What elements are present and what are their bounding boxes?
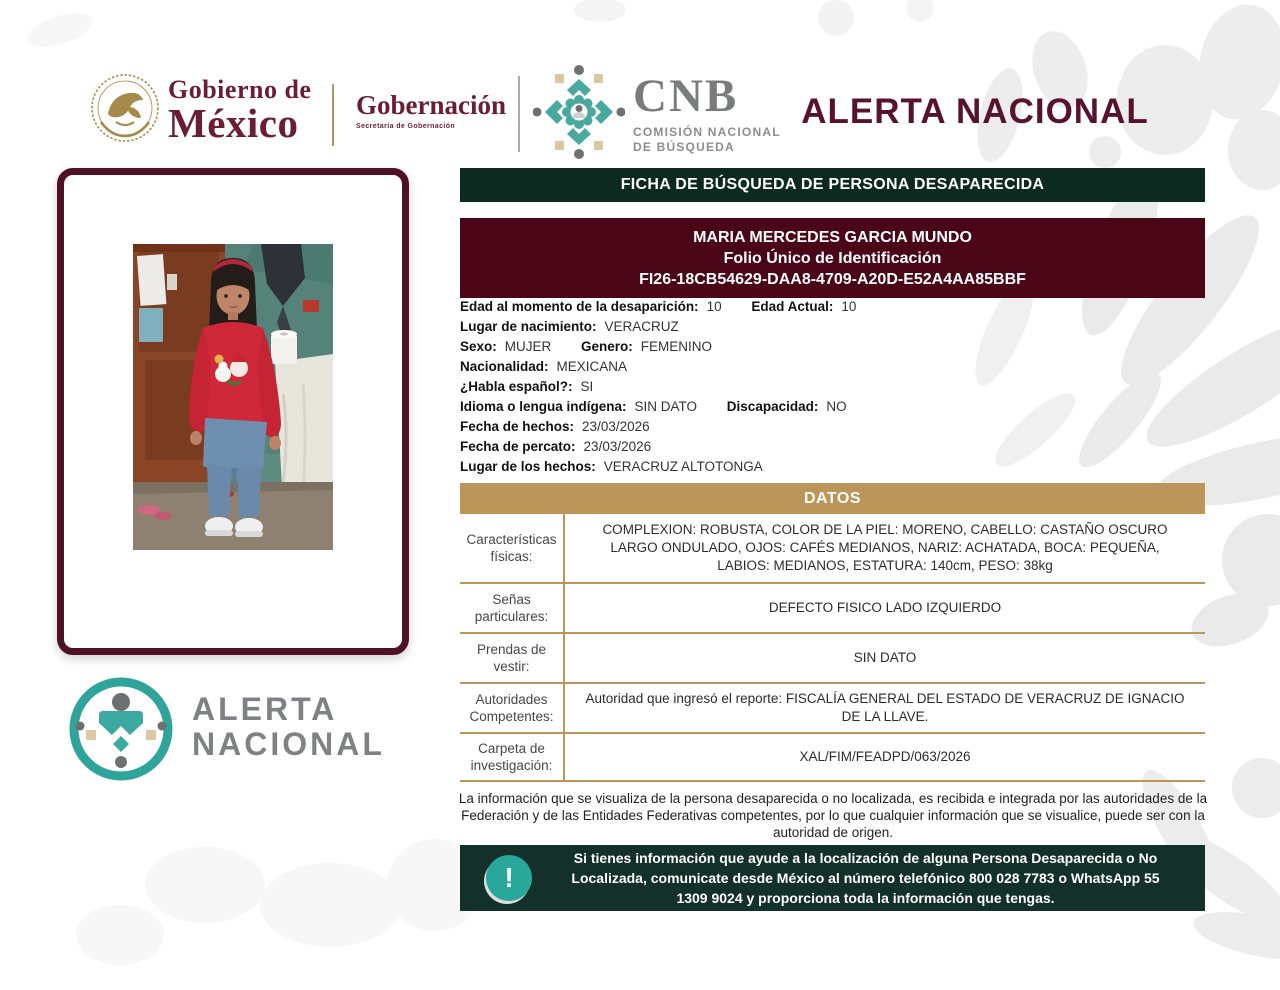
notice-banner [460, 845, 1205, 911]
field-label: Nacionalidad: [460, 359, 549, 374]
folio-label: Folio Único de Identificación [723, 249, 942, 267]
cnb-wordmark [633, 72, 781, 155]
field-label: Genero: [581, 339, 633, 354]
row-label: Características físicas: [460, 514, 565, 582]
field-value: SI [580, 379, 594, 394]
gobierno-de-mexico-wordmark [168, 75, 312, 146]
field-label: Edad Actual: [751, 299, 834, 314]
person-name: MARIA MERCEDES GARCIA MUNDO [693, 228, 972, 246]
field-value: MEXICANA [556, 359, 628, 374]
row-label: Carpeta de investigación: [460, 734, 565, 780]
ficha-banner-text: FICHA DE BÚSQUEDA DE PERSONA DESAPARECIDA [620, 176, 1045, 193]
field-label: Lugar de los hechos: [460, 459, 596, 474]
datos-banner [460, 483, 1205, 514]
gobierno-line1: Gobierno de [168, 75, 312, 104]
field-line [460, 457, 1208, 477]
photo-frame [57, 168, 409, 655]
alerta-logo-line2: NACIONAL [192, 726, 385, 762]
table-row [460, 734, 1205, 782]
person-name-banner [460, 218, 1205, 298]
alerta-nacional-logo-text [192, 692, 385, 762]
field-label: Lugar de nacimiento: [460, 319, 597, 334]
row-value: COMPLEXION: ROBUSTA, COLOR DE LA PIEL: MORENO, CABELLO: CASTAÑO OSCURO LARGO ONDULADO, OJOS: CAFÉS MEDIANOS, NARIZ: ACHATADA, BOCA: PEQUEÑA, LABIOS: MEDIANOS, ESTATURA: 140cm, PESO: 38kg [602, 522, 1168, 573]
alerta-logo-line1: ALERTA [192, 691, 338, 727]
field-line [460, 337, 1208, 357]
header-divider-gold [332, 84, 334, 146]
field-line [460, 397, 1208, 417]
field-line [460, 297, 1208, 317]
field-value: FEMENINO [640, 339, 713, 354]
gobierno-mexico-seal-icon [86, 66, 164, 161]
field-value: 23/03/2026 [583, 439, 652, 454]
page-title: ALERTA NACIONAL [801, 92, 1149, 131]
row-value: XAL/FIM/FEADPD/063/2026 [799, 749, 971, 764]
ficha-banner [460, 168, 1205, 202]
table-row [460, 584, 1205, 634]
field-label: Discapacidad: [726, 399, 819, 414]
gobernacion-wordmark [356, 90, 506, 130]
field-label: Idioma o lengua indígena: [460, 399, 627, 414]
field-value: 10 [841, 299, 857, 314]
table-row [460, 634, 1205, 684]
field-value: NO [826, 399, 847, 414]
field-line [460, 417, 1208, 437]
field-line [460, 317, 1208, 337]
field-line [460, 377, 1208, 397]
row-value: Autoridad que ingresó el reporte: FISCALÍA GENERAL DEL ESTADO DE VERACRUZ DE IGNACIO DE LA LLAVE. [585, 691, 1185, 724]
field-value: MUJER [504, 339, 552, 354]
gobierno-line2: México [168, 100, 299, 146]
cnb-name-line1: COMISIÓN NACIONAL [633, 125, 781, 139]
field-value: VERACRUZ [604, 319, 679, 334]
cnb-name-line2: DE BÚSQUEDA [633, 140, 735, 154]
field-label: Fecha de hechos: [460, 419, 575, 434]
field-value: SIN DATO [634, 399, 698, 414]
field-line [460, 437, 1208, 457]
person-details [460, 297, 1208, 477]
field-label: Fecha de percato: [460, 439, 576, 454]
table-row [460, 514, 1205, 584]
row-label: Prendas de vestir: [460, 634, 565, 682]
cnb-logo-icon [533, 62, 625, 167]
missing-person-photo [133, 244, 333, 550]
header-divider-gray [518, 76, 520, 152]
row-value: SIN DATO [853, 650, 917, 665]
gobernacion-subtitle: Secretaría de Gobernación [356, 123, 456, 130]
datos-table [460, 514, 1205, 782]
gobernacion-title: Gobernación [356, 90, 507, 120]
field-value: VERACRUZ ALTOTONGA [603, 459, 763, 474]
field-label: Edad al momento de la desaparición: [460, 299, 699, 314]
row-label: Señas particulares: [460, 584, 565, 632]
field-value: 23/03/2026 [582, 419, 650, 434]
exclamation-icon: ! [486, 855, 532, 901]
folio-id: FI26-18CB54629-DAA8-4709-A20D-E52A4AA85BBF [639, 270, 1026, 288]
row-label: Autoridades Competentes: [460, 684, 565, 732]
cnb-acronym: CNB [633, 70, 739, 122]
table-row [460, 684, 1205, 734]
notice-text: Si tienes información que ayude a la localización de alguna Persona Desaparecida o No Localizada, comunicate desde México al número telefónico 800 028 7783 o WhatsApp 55 1309 9024 y proporciona toda la información que tengas. [571, 849, 1160, 907]
row-value: DEFECTO FISICO LADO IZQUIERDO [768, 600, 1002, 615]
disclaimer-text: La información que se visualiza de la persona desaparecida o no localizada, es recibida e integrada por las autoridades de la Federación y de las Entidades Federativas competentes, por lo que cualquier información que se visualice, puede ser con la autoridad de origen. [458, 791, 1208, 840]
field-value: 10 [706, 299, 722, 314]
field-label: Sexo: [460, 339, 497, 354]
alerta-nacional-logo-icon [66, 674, 176, 789]
datos-banner-text: DATOS [803, 489, 862, 507]
field-line [460, 357, 1208, 377]
field-label: ¿Habla español?: [460, 379, 573, 394]
